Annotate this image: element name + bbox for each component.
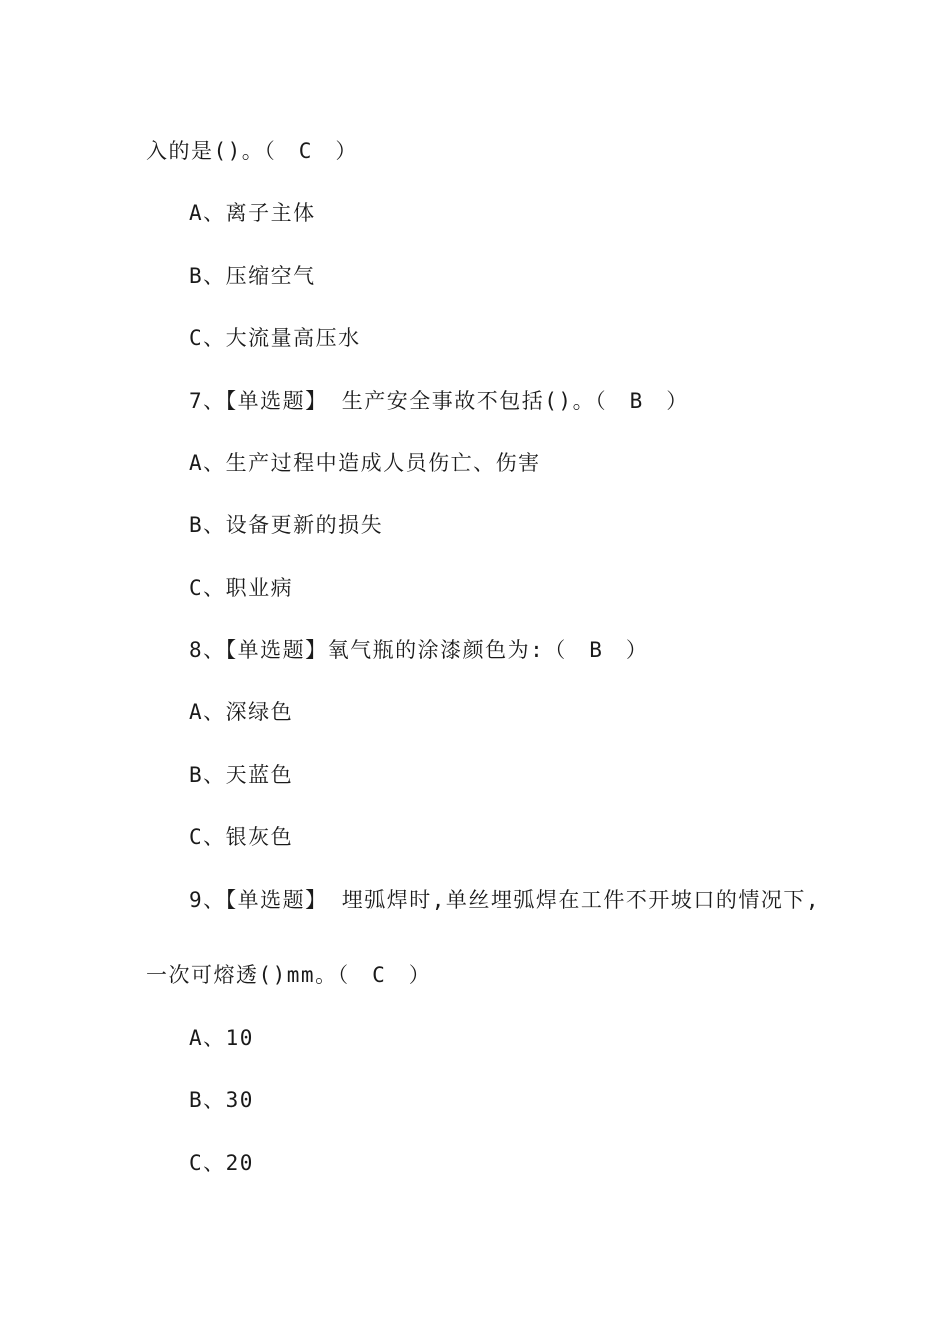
question-9-continuation: 一次可熔透()mm。（ C ） [146, 963, 432, 987]
question-6-option-b: B、压缩空气 [189, 264, 316, 288]
question-9-option-b: B、30 [189, 1088, 254, 1112]
question-7-option-b: B、设备更新的损失 [189, 513, 384, 537]
question-9-stem: 9、【单选题】 埋弧焊时,单丝埋弧焊在工件不开坡口的情况下, [189, 888, 821, 912]
question-9-option-c: C、20 [189, 1151, 254, 1175]
question-8-option-c: C、银灰色 [189, 825, 294, 849]
question-9-option-a: A、10 [189, 1026, 254, 1050]
question-7-option-c: C、职业病 [189, 576, 294, 600]
question-8-option-a: A、深绿色 [189, 700, 294, 724]
question-8-option-b: B、天蓝色 [189, 763, 294, 787]
question-6-continuation: 入的是()。（ C ） [146, 139, 358, 163]
question-6-option-a: A、离子主体 [189, 201, 316, 225]
question-7-option-a: A、生产过程中造成人员伤亡、伤害 [189, 451, 541, 475]
question-6-option-c: C、大流量高压水 [189, 326, 361, 350]
question-7-stem: 7、【单选题】 生产安全事故不包括()。（ B ） [189, 389, 689, 413]
question-8-stem: 8、【单选题】氧气瓶的涂漆颜色为:（ B ） [189, 638, 649, 662]
